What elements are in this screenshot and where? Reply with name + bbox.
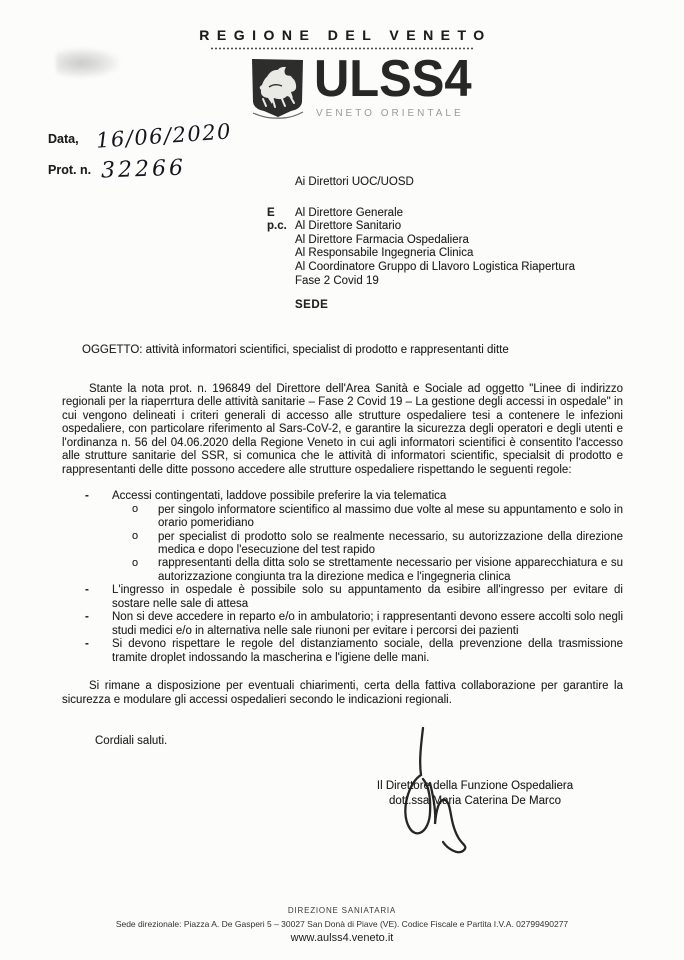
cc-item: Fase 2 Covid 19 [295, 274, 379, 287]
rules-list [62, 490, 623, 665]
region-title: REGIONE DEL VENETO [199, 27, 492, 43]
cc-list [295, 207, 575, 289]
cc-item: Al Responsabile Ingegneria Clinica [295, 247, 474, 260]
body-paragraph-2: Si rimane a disposizione per eventuali chiarimenti, certa della fattiva collaborazione per garantire la sicurezza e modulare gli accessi ospedalieri secondo le indicazioni regionali. [62, 680, 623, 706]
scan-smudge-artifact [56, 48, 120, 78]
rule-subitem: o per specialist di prodotto solo se realmente necessario, su autorizzazione della direzione medica e dopo l'esecuzione del test rapido [62, 531, 623, 558]
signer-name: dott.ssa Maria Caterina De Marco [389, 794, 561, 807]
letter-body [62, 383, 623, 748]
body-paragraph-1: Stante la nota prot. n. 196849 del Direttore dell'Area Sanità e Sociale ad oggetto "Linee di indirizzo regionali per la riaperrtura delle attività sanitarie – Fase 2 Covid 19 – La gestione degli accessi in ospedale" in cui vengono delineati i criteri generali di accesso alle strutture ospedaliere tesi a contenere le infezioni ospedaliere, con particolare riferimento al Sars-CoV-2, e garantire la sicurezza degli operatori e degli utenti e l'ordinanza n. 56 del 04.06.2020 della Regione Veneto in cui agli informatori scientifici è consentito l'accesso alle strutture sanitarie del SSR, si comunica che le attività di informatori scientific, specialsit di prodotto e rappresentanti delle ditte possono accedere alle strutture ospedaliere rispettando le seguenti regole: [62, 383, 623, 476]
org-logo-block [249, 50, 482, 119]
org-subtitle: VENETO ORIENTALE [316, 108, 464, 119]
cc-item: Al Direttore Farmacia Ospedaliera [295, 233, 469, 246]
recipient-to: Ai Direttori UOC/UOSD [295, 176, 414, 188]
date-label: Data, [48, 132, 79, 146]
footer-address-line: Sede direzionale: Piazza A. De Gasperi 5 – 30027 San Donà di Piave (VE). Codice Fiscale e Partita I.V.A. 02799490277 [115, 919, 569, 929]
letter-footer [0, 906, 684, 944]
handwritten-prot-number: 32266 [100, 155, 187, 184]
rule-subitem: o per singolo informatore scientifico al massimo due volte al mese su appuntamento e solo in orario pomeridiano [62, 504, 623, 531]
recipients-block [267, 176, 575, 313]
cc-item: Al Direttore Generale [295, 206, 404, 219]
letterhead [0, 27, 684, 50]
subject-line: OGGETTO: attività informatori scientifici, specialist di prodotto e rappresentanti ditte [82, 344, 509, 356]
cc-item: Al Coordinatore Gruppo di Llavoro Logistica Riapertura [295, 260, 575, 273]
handwritten-date: 16/06/2020 [95, 119, 233, 153]
cc-item: Al Direttore Sanitario [295, 220, 402, 233]
footer-website: www.aulss4.veneto.it [290, 932, 394, 944]
cc-row [267, 207, 575, 289]
closing-salutation: Cordiali saluti. [95, 734, 168, 747]
signature-block [355, 779, 595, 808]
prot-label: Prot. n. [48, 163, 92, 177]
cc-label: E p.c. [267, 206, 287, 233]
meta-block [48, 132, 91, 177]
org-name: ULSS4 [314, 50, 472, 108]
sede-line: SEDE [295, 299, 329, 312]
org-name-block [314, 50, 482, 119]
footer-direction-line: DIREZIONE SANIATARIA [287, 906, 397, 915]
rule-subitem: o rappresentanti della ditta solo se strettamente necessario per visione apparecchiatura e su autorizzazione congiunta tra la direzione medica e l'ingegneria clinica [62, 557, 623, 584]
rule-item: - Si devono rispettare le regole del distanziamento sociale, della prevenzione della trasmissione tramite droplet indossando la mascherina e l'igiene delle mani. [62, 638, 623, 665]
signer-role: Il Direttore della Funzione Ospedaliera [376, 780, 574, 792]
rule-item: - L'ingresso in ospedale è possibile solo su appuntamento da esibire all'ingresso per evitare di sostare nelle sale di attesa [62, 584, 623, 611]
rule-item: - Non si deve accedere in reparto e/o in ambulatorio; i rappresentanti devono essere accolti solo negli studi medici e/o in alternativa nelle sale riunoni per evitare i percorsi dei pazienti [62, 611, 623, 638]
winged-lion-shield-icon [249, 57, 306, 119]
rule-item: - Accessi contingentati, laddove possibile preferire la via telematica [62, 490, 623, 503]
